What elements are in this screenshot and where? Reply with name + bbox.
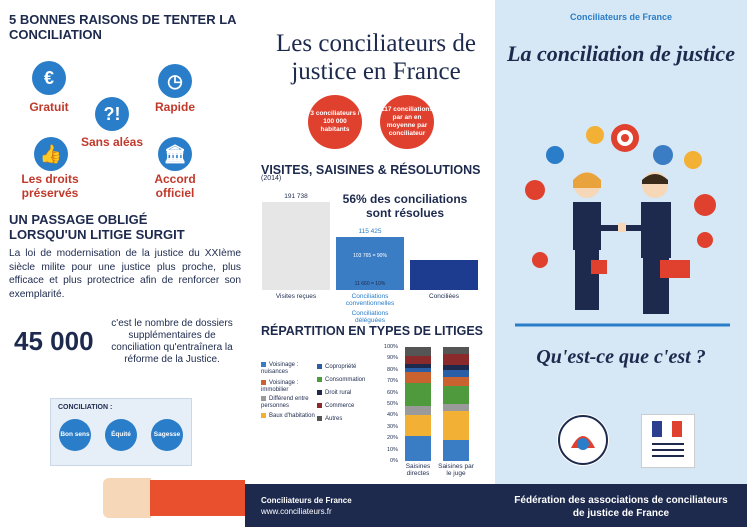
stack-segment bbox=[405, 347, 431, 356]
stack-segment bbox=[405, 372, 431, 383]
cover-header: Conciliateurs de France bbox=[569, 12, 673, 22]
stack-category-label: Saisines directes bbox=[405, 463, 431, 477]
legend-label: Voisinage : nuisances bbox=[261, 362, 299, 376]
legend-label: Consommation bbox=[325, 377, 366, 384]
handshake-illustration bbox=[515, 110, 730, 335]
cover-title: La conciliation de justice bbox=[507, 41, 735, 66]
y-tick-label: 30% bbox=[386, 423, 398, 430]
icon-bubble bbox=[532, 252, 548, 268]
icon-bubble bbox=[697, 232, 713, 248]
stack-segment bbox=[443, 440, 469, 461]
legend-label: Droit rural bbox=[325, 390, 352, 397]
y-tick-label: 50% bbox=[386, 401, 398, 407]
sleeve-illustration bbox=[150, 480, 245, 516]
stack-segment bbox=[405, 415, 431, 436]
conciliation-box bbox=[50, 398, 192, 466]
page-title: Les conciliateurs de justice en France bbox=[276, 30, 476, 85]
panel-cover bbox=[495, 0, 747, 527]
reason-label: Rapide bbox=[154, 100, 195, 114]
stack-segment bbox=[405, 383, 431, 406]
legend-item bbox=[261, 380, 317, 394]
stack-segment bbox=[405, 356, 431, 364]
stack-category-label: Saisines par le juge bbox=[438, 463, 474, 477]
stack-segment bbox=[405, 364, 431, 367]
stack-segment bbox=[443, 404, 469, 411]
euro-icon: € bbox=[32, 61, 66, 95]
legend-label: Copropriété bbox=[325, 364, 357, 371]
stat-bubble bbox=[380, 95, 434, 149]
y-tick-label: 40% bbox=[386, 412, 398, 419]
litiges-heading: RÉPARTITION EN TYPES DE LITIGES bbox=[261, 324, 484, 338]
chart-icon bbox=[653, 145, 673, 165]
stack-segment bbox=[443, 411, 469, 441]
y-tick-label: 70% bbox=[386, 378, 398, 385]
stacked-bar-juge bbox=[443, 347, 469, 461]
building-icon: 🏛 bbox=[158, 137, 192, 171]
y-tick-label: 90% bbox=[386, 355, 398, 362]
hand-illustration bbox=[103, 478, 151, 518]
reason-label: Accord officiel bbox=[154, 172, 196, 200]
footer-org: Conciliateurs de France bbox=[261, 496, 352, 505]
footer-federation bbox=[495, 484, 747, 527]
bar-annotation: Conciliations déléguées bbox=[351, 310, 389, 324]
legend-label: Différend entre personnes bbox=[261, 396, 309, 410]
briefcase-icon bbox=[660, 260, 690, 278]
stat-bubble-text: 3 conciliateurs / 100 000 habitants bbox=[310, 110, 360, 133]
legend-label: Baux d'habitation bbox=[269, 413, 315, 420]
legend-item bbox=[261, 362, 317, 376]
visits-heading: VISITES, SAISINES & RÉSOLUTIONS bbox=[261, 163, 481, 177]
bar-visites bbox=[262, 202, 330, 290]
question-icon: ?! bbox=[95, 97, 129, 131]
conciliateurs-logo bbox=[557, 414, 609, 466]
y-tick-label: 10% bbox=[386, 446, 398, 453]
mail-icon bbox=[694, 194, 716, 216]
bar-conventionnelles bbox=[336, 237, 404, 290]
y-tick-label: 60% bbox=[386, 389, 398, 396]
stack-segment bbox=[443, 354, 469, 365]
stack-segment bbox=[443, 386, 469, 404]
reason-label: Gratuit bbox=[29, 100, 69, 114]
value-circle: Sagesse bbox=[151, 419, 183, 451]
stack-segment bbox=[443, 347, 469, 354]
bar-value-label: 115 425 bbox=[358, 228, 382, 235]
footer-federation-text: Fédération des associations de conciliateurs de justice de France bbox=[514, 495, 728, 519]
bar-inner-label: 103 765 = 90% bbox=[353, 253, 387, 259]
stat-bubble bbox=[308, 95, 362, 149]
icon-bubble bbox=[684, 151, 702, 169]
panel-reasons bbox=[0, 0, 245, 527]
resolved-percent: 56% des conciliations sont résolues bbox=[342, 192, 468, 220]
y-tick-label: 0% bbox=[390, 458, 398, 464]
conciliation-box-label: CONCILIATION : bbox=[58, 404, 113, 411]
legend-label: Voisinage : immobilier bbox=[261, 380, 299, 394]
reason-label: Les droits préservés bbox=[21, 172, 79, 200]
body-paragraph: La loi de modernisation de la justice du XXIème siècle milite pour une justice plus proche, plus efficace et plus protectrice afin de renforcer son exemplarité. bbox=[9, 248, 241, 300]
value-circle: Bon sens bbox=[59, 419, 91, 451]
panel-stats bbox=[245, 0, 495, 527]
cover-question: Qu'est-ce que c'est ? bbox=[536, 346, 706, 368]
y-tick-label: 80% bbox=[386, 366, 398, 373]
stat-description: c'est le nombre de dossiers supplémentaires de conciliation qu'entraînera la réforme de la Justice. bbox=[111, 318, 233, 365]
footer-url[interactable]: www.conciliateurs.fr bbox=[261, 507, 332, 516]
stat-bubble-text: 117 conciliations par an en moyenne par conciliateur bbox=[380, 106, 434, 137]
stack-segment bbox=[443, 365, 469, 370]
stack-segment bbox=[405, 368, 431, 373]
stat-value: 45 000 bbox=[14, 326, 94, 356]
bar-category-label: Visites reçues bbox=[275, 293, 317, 300]
stack-segment bbox=[443, 377, 469, 386]
value-circle: Équité bbox=[105, 419, 137, 451]
icon-bubble bbox=[586, 126, 604, 144]
reasons-heading: 5 BONNES RAISONS DE TENTER LA CONCILIATION bbox=[9, 12, 237, 42]
icon-bubble bbox=[525, 180, 545, 200]
bar-category-label: Conciliations conventionnelles bbox=[345, 293, 395, 307]
reason-label: Sans aléas bbox=[80, 135, 144, 149]
mandatory-heading: UN PASSAGE OBLIGÉ LORSQU'UN LITIGE SURGIT bbox=[9, 212, 185, 242]
legend-item bbox=[261, 396, 317, 410]
legend-item bbox=[317, 390, 377, 397]
legend-item bbox=[317, 416, 377, 423]
bar-category-label: Conciliées bbox=[429, 293, 459, 300]
footer-stats bbox=[245, 484, 495, 527]
legend-label: Commerce bbox=[325, 403, 355, 410]
thumbs-up-icon: 👍 bbox=[34, 137, 68, 171]
legend-item bbox=[317, 403, 377, 410]
legend-item bbox=[261, 413, 317, 420]
icon-bubble bbox=[546, 146, 564, 164]
visits-year: (2014) bbox=[261, 175, 282, 182]
bar-inner-label: 11 660 = 10% bbox=[354, 281, 386, 287]
y-tick-label: 20% bbox=[386, 435, 398, 442]
stack-segment bbox=[405, 436, 431, 461]
legend-item bbox=[317, 377, 377, 384]
stack-segment bbox=[405, 406, 431, 415]
calculator-icon bbox=[591, 260, 607, 274]
clock-icon: ◷ bbox=[158, 64, 192, 98]
stacked-bar-directes bbox=[405, 347, 431, 461]
legend-item bbox=[317, 364, 377, 371]
bar-value-label: 191 738 bbox=[284, 193, 308, 200]
stack-segment bbox=[443, 370, 469, 377]
ministry-logo bbox=[641, 414, 695, 468]
legend-label: Autres bbox=[325, 416, 343, 423]
y-tick-label: 100% bbox=[383, 344, 398, 350]
bar-conciliees bbox=[410, 260, 478, 290]
